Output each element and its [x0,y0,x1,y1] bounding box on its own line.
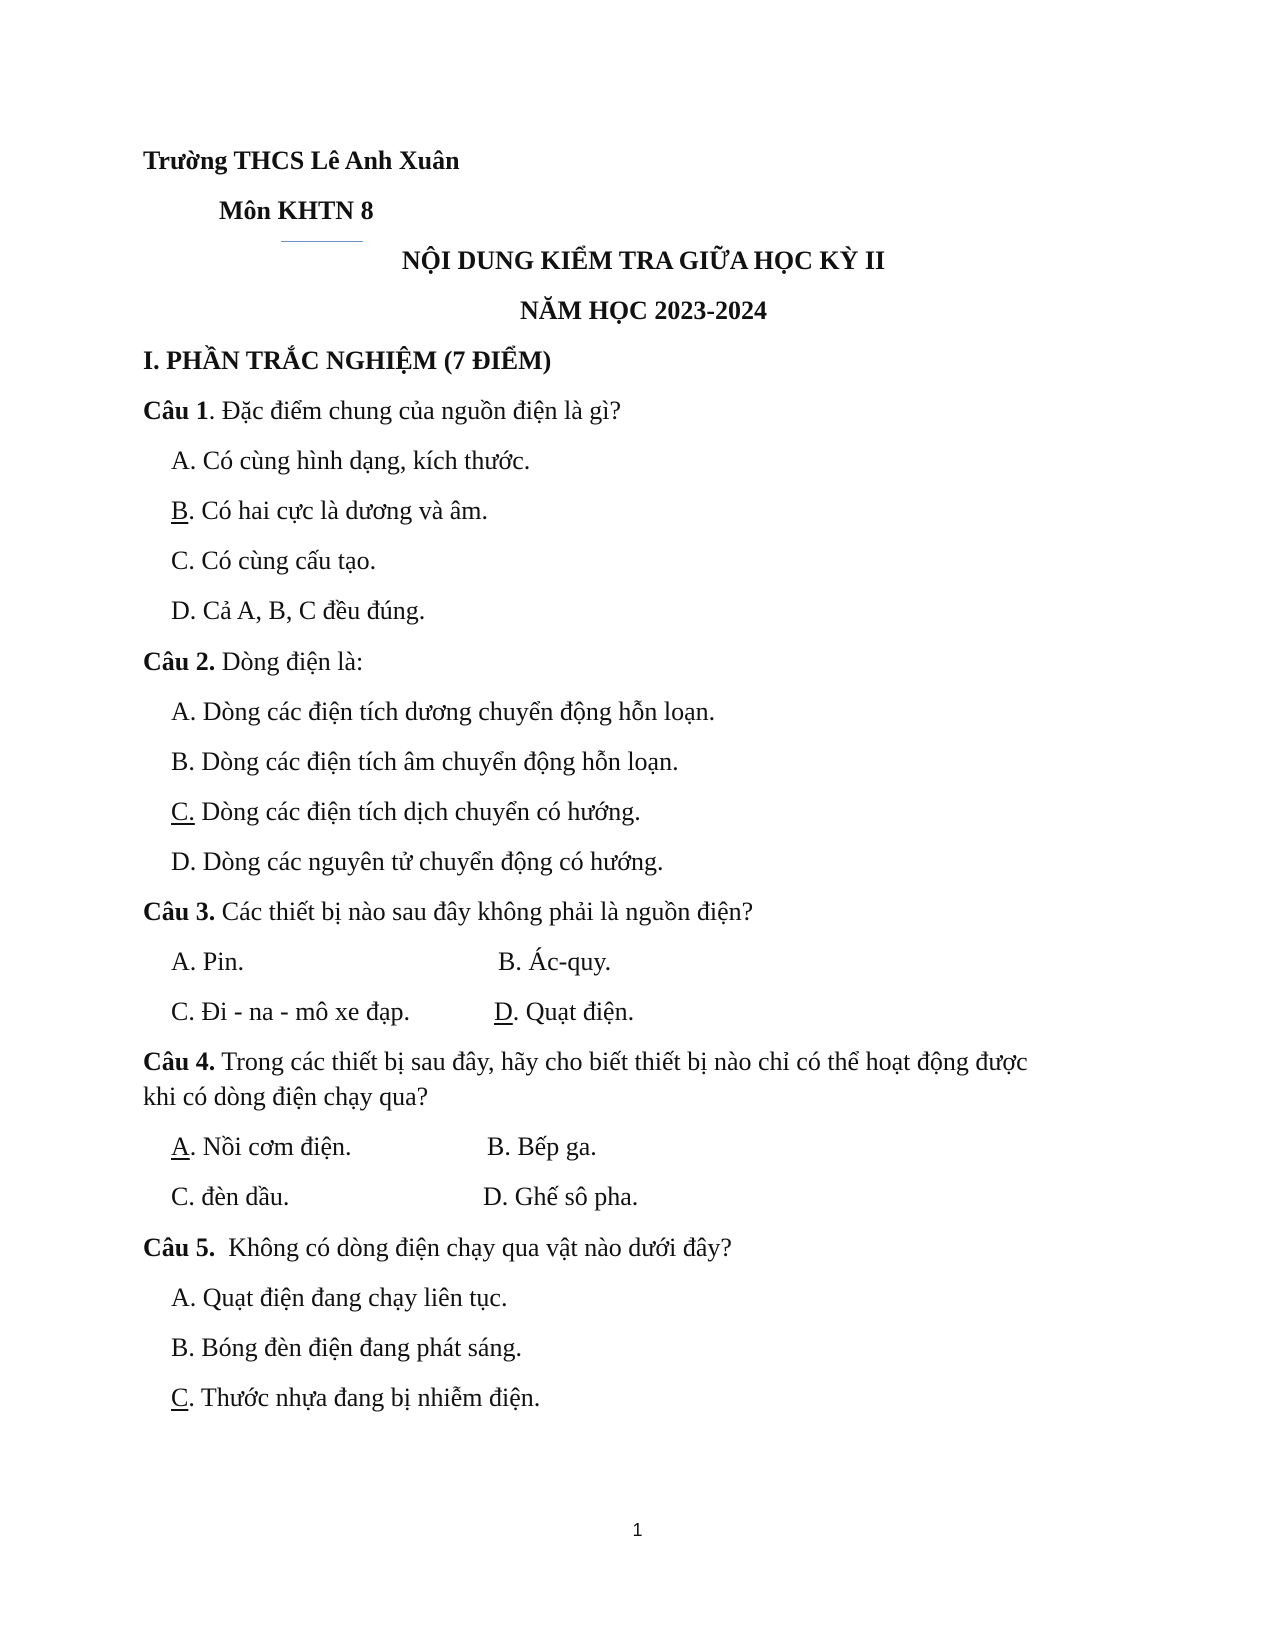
question-4-text: Trong các thiết bị sau đây, hãy cho biết thiết bị nào chỉ có thể hoạt động được [215,1047,1028,1076]
page-number: 1 [632,1520,643,1540]
q1-option-a: A. Có cùng hình dạng, kích thước. [171,446,531,475]
q1-option-d: D. Cả A, B, C đều đúng. [171,596,426,625]
question-1 [143,396,621,426]
question-3-label: Câu 3. [143,897,216,926]
question-2-label: Câu 2. [143,647,216,676]
q4-option-d: D. Ghế sô pha. [483,1182,639,1211]
question-4-text-continued: khi có dòng điện chạy qua? [143,1082,429,1111]
question-3 [143,897,753,927]
question-2 [143,647,363,677]
q4-option-a-letter: A [171,1132,190,1161]
q2-option-b: B. Dòng các điện tích âm chuyển động hỗn loạn. [171,747,679,776]
question-4-label: Câu 4. [143,1047,216,1076]
q2-option-d: D. Dòng các nguyên tử chuyển động có hướng. [171,847,664,876]
q1-option-b-letter: B [171,496,189,525]
school-name: Trường THCS Lê Anh Xuân [143,146,460,175]
question-2-text: Dòng điện là: [215,647,364,676]
school-year: NĂM HỌC 2023-2024 [520,296,767,325]
q3-option-b: B. Ác-quy. [498,947,612,976]
q2-option-c-text: Dòng các điện tích dịch chuyển có hướng. [194,797,641,826]
q5-option-a: A. Quạt điện đang chạy liên tục. [171,1283,508,1312]
q2-option-c [171,797,641,827]
q3-option-d-letter: D [494,997,513,1026]
q4-option-a [171,1132,352,1162]
subject-name: Môn KHTN 8 [219,196,374,225]
q3-option-d [494,997,634,1027]
subject-underline [281,241,363,242]
q1-option-c: C. Có cùng cấu tạo. [171,546,377,575]
q1-option-b-text: . Có hai cực là dương và âm. [188,496,489,525]
q2-option-a: A. Dòng các điện tích dương chuyển động hỗn loạn. [171,697,716,726]
q5-option-c [171,1383,540,1413]
q3-option-d-text: . Quạt điện. [512,997,635,1026]
q4-option-a-text: . Nồi cơm điện. [189,1132,352,1161]
q2-option-c-letter: C. [171,797,195,826]
q5-option-c-text: . Thước nhựa đang bị nhiễm điện. [188,1383,541,1412]
question-1-text: . Đặc điểm chung của nguồn điện là gì? [208,396,622,425]
q1-option-b [171,496,488,526]
question-5-text: Không có dòng điện chạy qua vật nào dưới đây? [215,1233,732,1262]
question-3-text: Các thiết bị nào sau đây không phải là nguồn điện? [215,897,754,926]
q3-option-c: C. Đi - na - mô xe đạp. [171,997,411,1026]
q5-option-c-letter: C [171,1383,189,1412]
exam-title: NỘI DUNG KIỂM TRA GIỮA HỌC KỲ II [401,246,886,275]
q3-option-a: A. Pin. [171,947,244,976]
question-1-label: Câu 1 [143,396,209,425]
question-5-label: Câu 5. [143,1233,216,1262]
q5-option-b: B. Bóng đèn điện đang phát sáng. [171,1333,522,1362]
q4-option-b: B. Bếp ga. [487,1132,597,1161]
question-5 [143,1233,732,1263]
q4-option-c: C. đèn dầu. [171,1182,290,1211]
section-title: I. PHẦN TRẮC NGHIỆM (7 ĐIỂM) [143,346,552,375]
question-4 [143,1047,1028,1077]
